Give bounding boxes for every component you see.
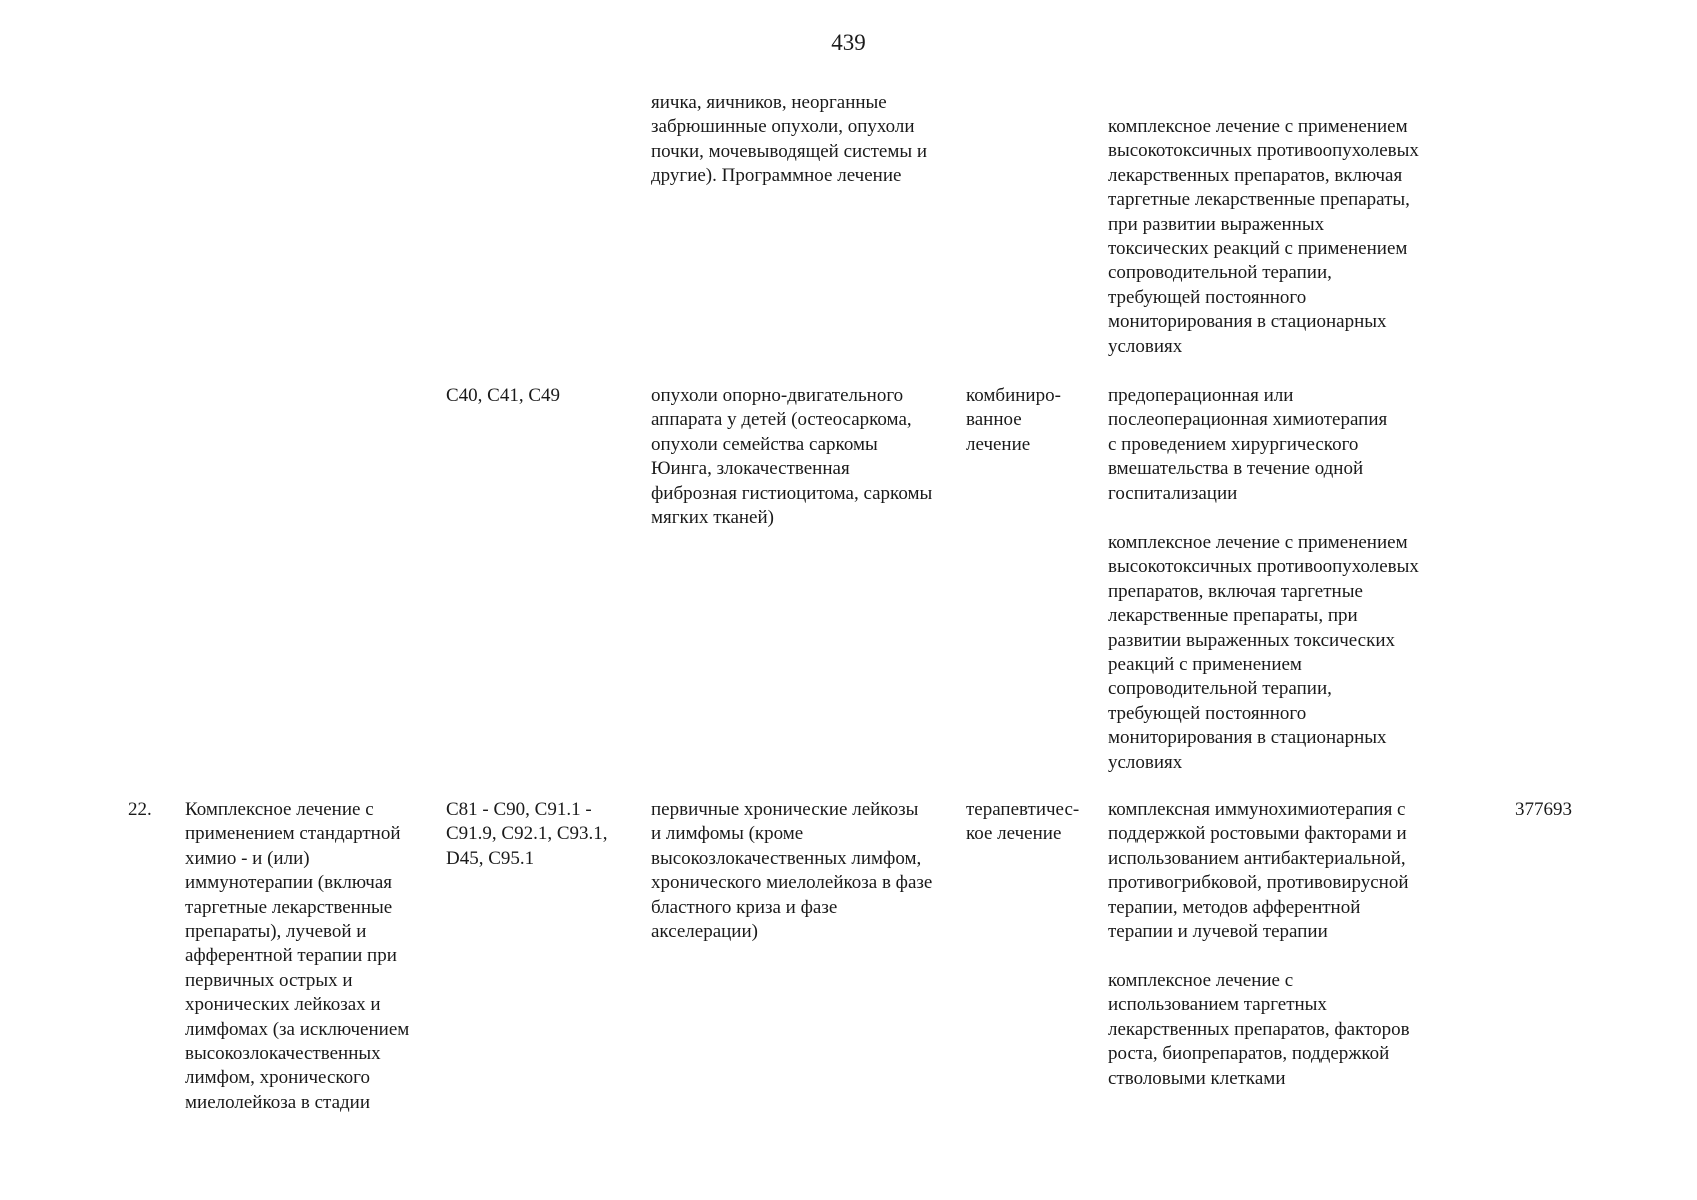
row-2-method-2: комплексное лечение с применением высокотоксичных противоопухолевых препаратов, включая таргетные лекарственные препараты, при развитии выраженных токсических реакций с применением сопроводительной терапии, требующей постоянного мониторирования в стационарных условиях — [1108, 532, 1419, 773]
row-2-model: опухоли опорно-двигательного аппарата у детей (остеосаркома, опухоли семейства саркомы Юинга, злокачественная фиброзная гистиоцитома, саркомы мягких тканей) — [651, 385, 933, 529]
row-3-name: Комплексное лечение с применением стандартной химио - и (или) иммунотерапии (включая таргетные лекарственные препараты), лучевой и афферентной терапии при первичных острых и хронических лейкозах и лимфомах (за исключением высокозлокачественных лимфом, хронического миелолейкоза в стадии — [185, 799, 410, 1113]
row-1-method-1: комплексное лечение с применением высокотоксичных противоопухолевых лекарственных препаратов, включая таргетные лекарственные препараты, при развитии выраженных токсических реакций с применением сопроводительной терапии, требующей постоянного мониторирования в стационарных условиях — [1108, 116, 1419, 357]
row-2-method-1: предоперационная или послеоперационная химиотерапия с проведением хирургического вмешательства в течение одной госпитализации — [1108, 385, 1388, 504]
row-3-number: 22. — [128, 799, 152, 820]
row-2-codes: C40, C41, C49 — [446, 385, 561, 406]
row-2-treatment-type: комбиниро- ванное лечение — [966, 385, 1061, 455]
page-number: 439 — [831, 30, 866, 55]
row-3-cost: 377693 — [1515, 799, 1572, 820]
row-3-method-1: комплексная иммунохимиотерапия с поддержкой ростовыми факторами и использованием антибактериальной, противогрибковой, противовирусной терапии, методов афферентной терапии и лучевой терапии — [1108, 799, 1409, 943]
row-3-codes: C81 - C90, C91.1 - C91.9, C92.1, C93.1, D45, C95.1 — [446, 799, 608, 869]
row-1-model: яичка, яичников, неорганные забрюшинные опухоли, опухоли почки, мочевыводящей системы и другие). Программное лечение — [651, 92, 928, 187]
row-3-method-2: комплексное лечение с использованием таргетных лекарственных препаратов, факторов роста, биопрепаратов, поддержкой стволовыми клетками — [1108, 970, 1410, 1089]
row-3-treatment-type: терапевтичес- кое лечение — [966, 799, 1080, 845]
row-3-model: первичные хронические лейкозы и лимфомы (кроме высокозлокачественных лимфом, хронического миелолейкоза в фазе бластного криза и фазе акселерации) — [651, 799, 933, 943]
